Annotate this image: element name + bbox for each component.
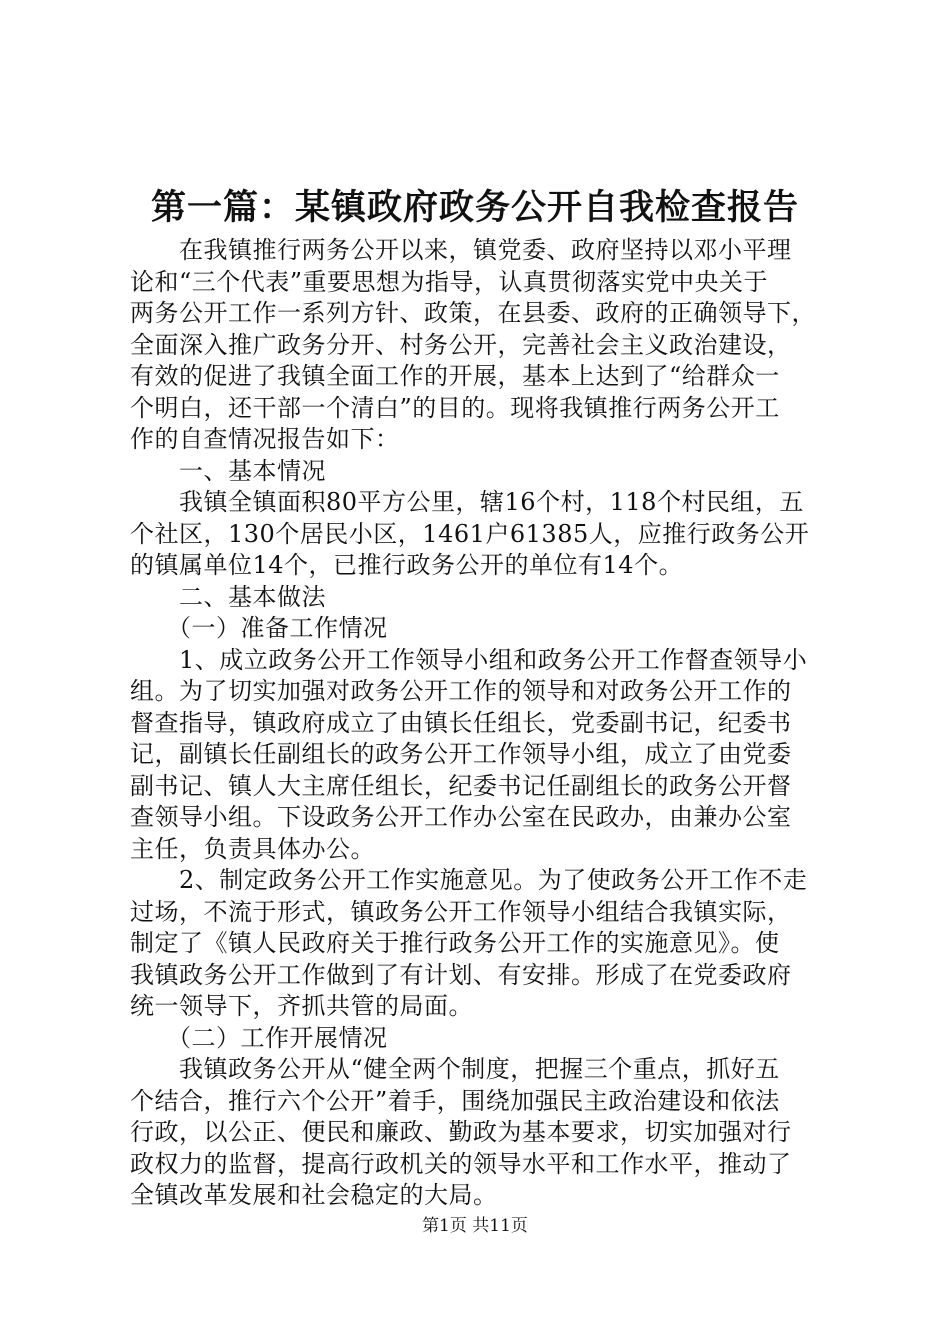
body-line: 个社区，130个居民小区，1461户61385人，应推行政务公开 (130, 519, 810, 548)
body-line: 作的自查情况报告如下： (130, 425, 400, 453)
body-line: 我镇政务公开工作做到了有计划、有安排。形成了在党委政府 (130, 960, 792, 989)
document-title: 第一篇：某镇政府政务公开自我检查报告 (150, 187, 799, 228)
body-line: 在我镇推行两务公开以来，镇党委、政府坚持以邓小平理 (130, 236, 792, 264)
body-line: 两务公开工作一系列方针、政策，在县委、政府的正确领导下， (130, 299, 816, 327)
body-line: 我镇全镇面积80平方公里，辖16个村，118个村民组，五 (130, 488, 804, 516)
body-line: 过场，不流于形式，镇政务公开工作领导小组结合我镇实际， (130, 897, 792, 926)
body-line: 1、成立政务公开工作领导小组和政务公开工作督查领导小 (130, 645, 808, 674)
body-line: 组。为了切实加强对政务公开工作的领导和对政务公开工作的 (130, 677, 792, 705)
body-line: 全镇改革发展和社会稳定的大局。 (130, 1181, 498, 1209)
body-line: 的镇属单位14个，已推行政务公开的单位有14个。 (130, 551, 684, 579)
body-line: 副书记、镇人大主席任组长，纪委书记任副组长的政务公开督 (130, 771, 792, 800)
body-line: 2、制定政务公开工作实施意见。为了使政务公开工作不走 (130, 866, 808, 894)
body-line: 主任，负责具体办公。 (130, 834, 375, 863)
section-heading: 一、基本情况 (130, 456, 326, 485)
body-line: 行政，以公正、便民和廉政、勤政为基本要求，切实加强对行 (130, 1118, 792, 1146)
page-footer: 第1页 共11页 (422, 1216, 528, 1236)
body-line: 全面深入推广政务分开、村务公开，完善社会主义政治建设， (130, 330, 792, 359)
subsection-heading: （二）工作开展情况 (130, 1023, 388, 1052)
body-line: 我镇政务公开从“健全两个制度，把握三个重点，抓好五 (130, 1055, 780, 1083)
body-line: 制定了《镇人民政府关于推行政务公开工作的实施意见》。使 (130, 929, 780, 957)
body-line: 记，副镇长任副组长的政务公开工作领导小组，成立了由党委 (130, 740, 792, 768)
body-line: 查领导小组。下设政务公开工作办公室在民政办，由兼办公室 (130, 803, 792, 831)
body-line: 论和“三个代表”重要思想为指导，认真贯彻落实党中央关于 (130, 267, 769, 296)
body-line: 政权力的监督，提高行政机关的领导水平和工作水平，推动了 (130, 1149, 792, 1178)
subsection-heading: （一）准备工作情况 (130, 614, 388, 642)
body-line: 个结合，推行六个公开”着手，围绕加强民主政治建设和依法 (130, 1086, 780, 1115)
body-line: 个明白，还干部一个清白”的目的。现将我镇推行两务公开工 (130, 393, 780, 422)
section-heading: 二、基本做法 (130, 582, 326, 611)
document-body (130, 235, 830, 1212)
body-line: 有效的促进了我镇全面工作的开展，基本上达到了“给群众一 (130, 362, 780, 390)
body-line: 督查指导，镇政府成立了由镇长任组长，党委副书记，纪委书 (130, 708, 792, 737)
body-line: 统一领导下，齐抓共管的局面。 (130, 992, 473, 1020)
